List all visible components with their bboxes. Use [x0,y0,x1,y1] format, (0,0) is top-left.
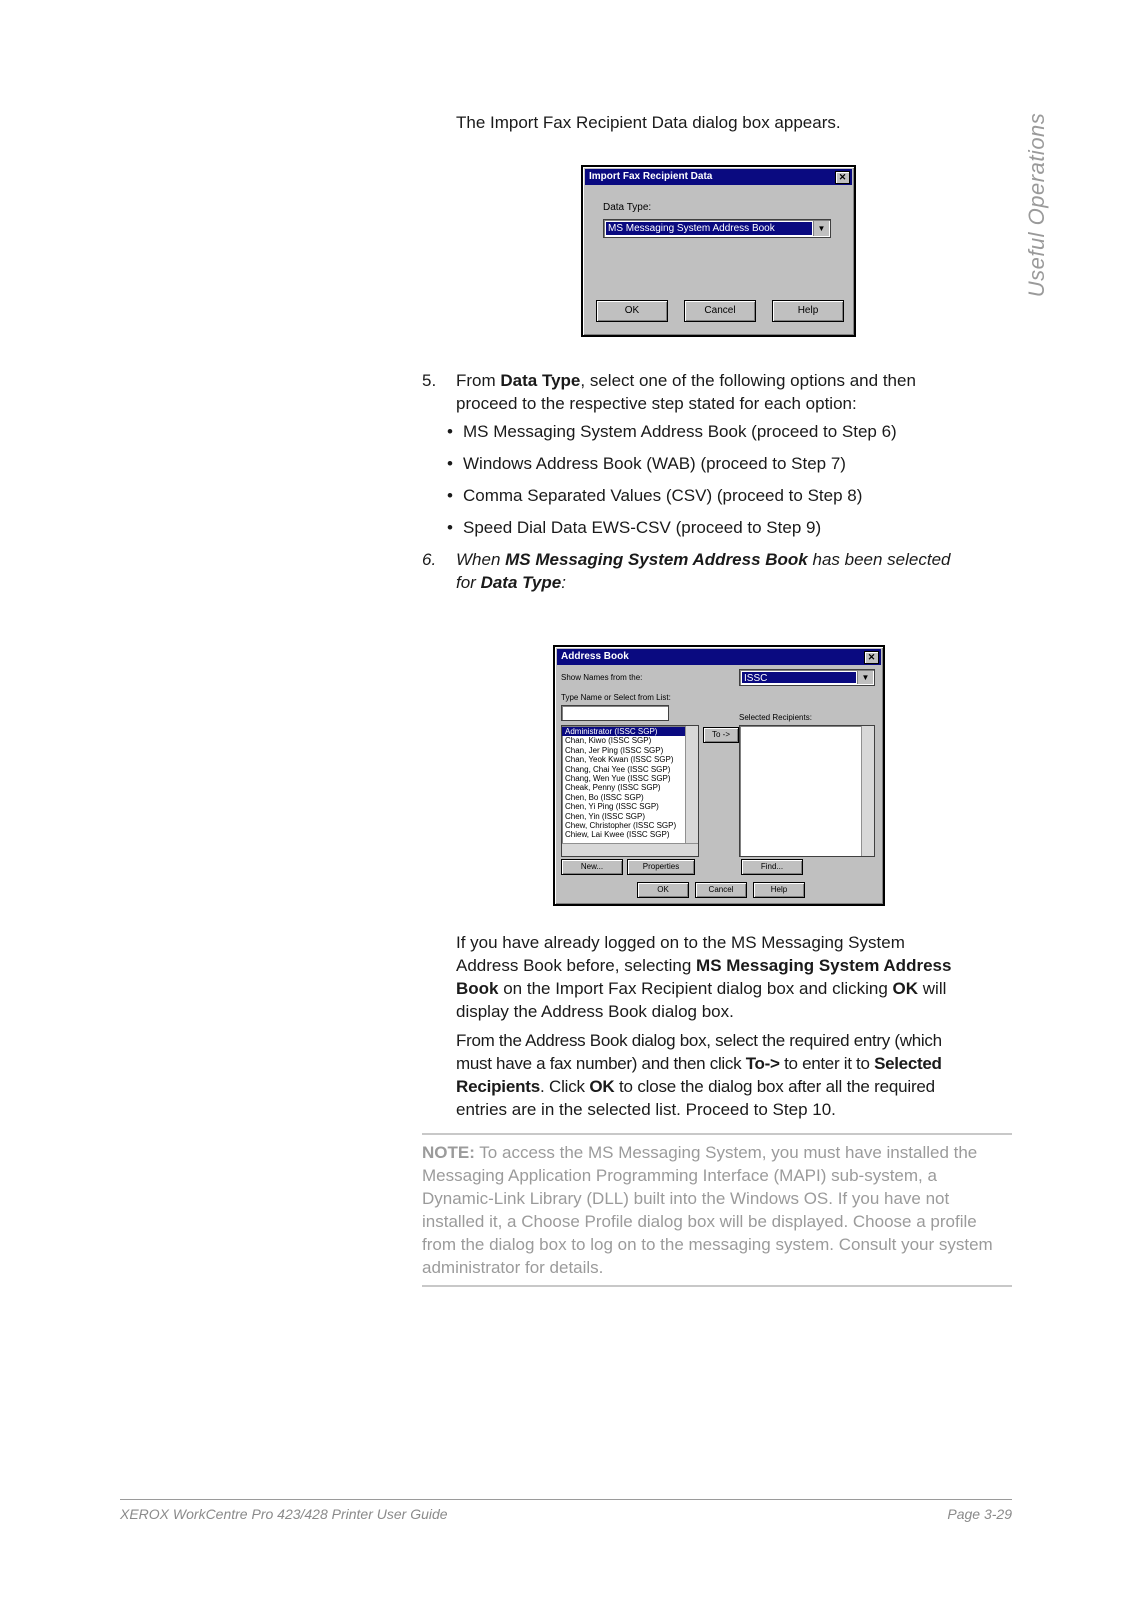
note-text: To access the MS Messaging System, you must have installed the Messaging Application Programming Interface (MAPI) sub-system, a Dynamic-Link Library (DLL) built into the Windows OS. If you have not installed it, a Choose Profile dialog box will be displayed. Choose a profile from the dialog box to log on to the messaging system. Consult your system administrator for details. [422,1143,993,1277]
selected-recipients-listbox [739,725,875,857]
data-type-label: Data Type: [603,202,652,213]
dialog-titlebar [585,169,852,185]
close-icon: ✕ [864,651,879,664]
footer-divider [120,1499,1012,1500]
type-name-label: Type Name or Select from List: [561,693,671,702]
para-1-line-4: display the Address Book dialog box. [456,1002,734,1021]
data-type-value: MS Messaging System Address Book [606,222,812,235]
vertical-scrollbar [861,726,874,856]
list-item: Administrator (ISSC SGP) [562,727,698,736]
para-2-line-4: entries are in the selected list. Proceed to Step 10. [456,1100,836,1119]
para-1-line-3: Book on the Import Fax Recipient dialog box and clicking OK will [456,979,947,998]
help-button: Help [772,300,844,322]
step-6-number: 6. [422,550,437,569]
list-item: Chan, Yeok Kwan (ISSC SGP) [565,755,674,765]
import-fax-dialog-screenshot [581,165,856,337]
cancel-button: Cancel [684,300,756,322]
show-names-select [739,669,875,686]
note-label: NOTE: [422,1143,475,1162]
para-2-line-2: must have a fax number) and then click To-> to enter it to Selected [456,1054,942,1073]
ok-button: OK [637,882,689,898]
list-item: Chew, Christopher (ISSC SGP) [565,821,677,831]
dialog-title: Address Book [561,651,629,662]
type-name-input [561,705,669,721]
dialog-titlebar [557,649,881,665]
vertical-scrollbar [685,726,698,856]
horizontal-scrollbar [562,843,698,856]
list-item: Cheak, Penny (ISSC SGP) [565,783,661,793]
close-icon: ✕ [835,171,850,184]
para-1-line-2: Address Book before, selecting MS Messaging System Address [456,956,952,975]
list-item: Chen, Bo (ISSC SGP) [565,792,644,802]
section-side-tab [1017,110,1057,300]
step-5-line-2: proceed to the respective step stated for each option: [456,394,857,413]
selected-recipients-label: Selected Recipients: [739,713,812,722]
address-book-dialog-screenshot [553,645,885,906]
show-names-label: Show Names from the: [561,673,643,682]
help-button: Help [753,882,805,898]
data-type-select [603,219,831,238]
ok-button: OK [596,300,668,322]
properties-button: Properties [627,859,695,875]
show-names-value: ISSC [742,672,856,683]
step-5-line-1: From Data Type, select one of the following options and then [456,371,916,390]
list-item: Chen, Yi Ping (ISSC SGP) [565,802,659,812]
list-item: Chang, Chai Yee (ISSC SGP) [565,764,671,774]
step-6-line-1: When MS Messaging System Address Book has been selected [456,550,951,569]
names-listbox [561,725,699,857]
para-2-line-1: From the Address Book dialog box, select the required entry (which [456,1031,942,1050]
list-item: Chiew, Lai Kwee (ISSC SGP) [565,830,670,840]
note-box [422,1133,1012,1287]
intro-text: The Import Fax Recipient Data dialog box appears. [456,113,841,132]
footer-page-number: Page 3-29 [947,1506,1012,1522]
find-button: Find... [741,859,803,875]
cancel-button: Cancel [695,882,747,898]
chevron-down-icon: ▼ [813,221,829,236]
chevron-down-icon: ▼ [857,671,873,684]
new-button: New... [561,859,623,875]
step-6-line-2: for Data Type: [456,573,566,592]
to-button: To -> [703,727,739,743]
para-1-line-1: If you have already logged on to the MS Messaging System [456,933,905,952]
footer-guide-title: XEROX WorkCentre Pro 423/428 Printer User Guide [120,1506,448,1522]
list-item: Chen, Yin (ISSC SGP) [565,811,646,821]
step-5-number: 5. [422,371,437,390]
list-item: Chan, Kiwo (ISSC SGP) [565,736,652,746]
list-item: Chan, Jer Ping (ISSC SGP) [565,745,664,755]
dialog-title: Import Fax Recipient Data [589,171,713,182]
para-2-line-3: Recipients. Click OK to close the dialog box after all the required [456,1077,935,1096]
side-tab-label: Useful Operations [1024,112,1049,298]
list-item: Chang, Wen Yue (ISSC SGP) [565,774,671,784]
